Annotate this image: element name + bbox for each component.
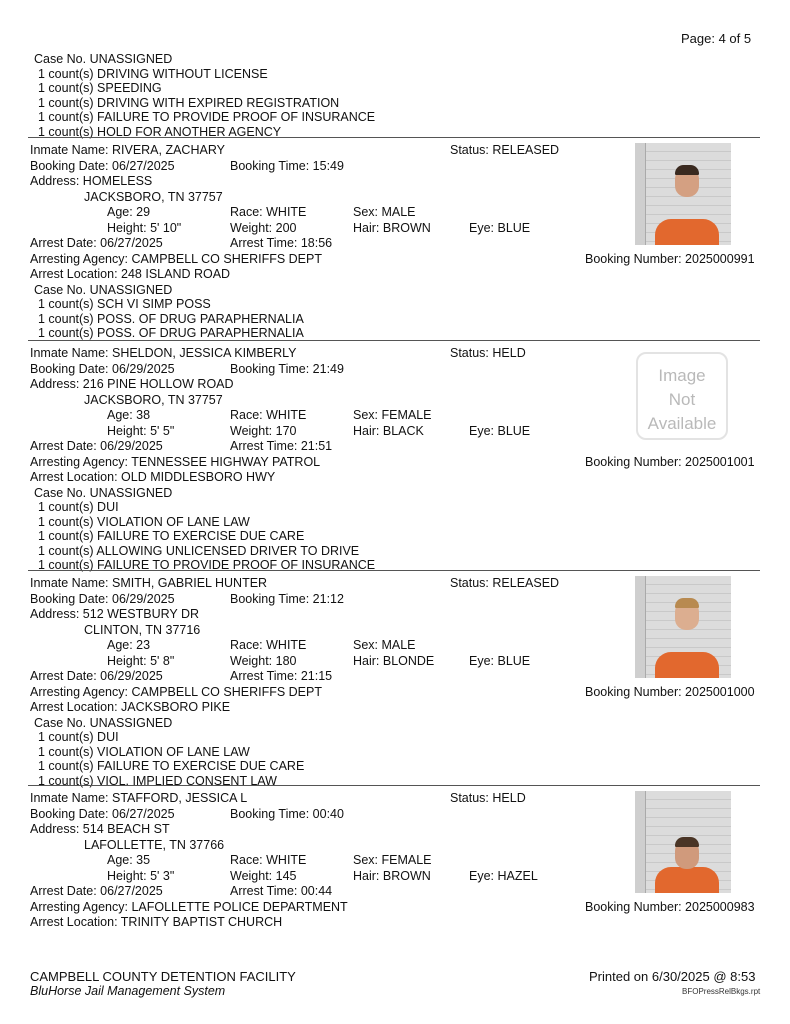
address-city: LAFOLLETTE, TN 37766 <box>84 837 225 852</box>
footer-left <box>30 969 296 999</box>
sex: Sex: FEMALE <box>353 408 432 422</box>
height-chart-ruler <box>635 143 646 245</box>
weight: Weight: 180 <box>230 653 297 668</box>
booking-date: Booking Date: 06/27/2025 <box>30 806 175 821</box>
person-hair <box>675 837 699 847</box>
charge-line: 1 count(s) FAILURE TO EXERCISE DUE CARE <box>38 759 305 773</box>
sex: Sex: MALE <box>353 205 416 219</box>
height-chart-ruler <box>635 576 646 678</box>
hair: Hair: BROWN <box>353 868 431 883</box>
person-hair <box>675 598 699 608</box>
charge-line: 1 count(s) POSS. OF DRUG PARAPHERNALIA <box>38 326 304 340</box>
weight: Weight: 170 <box>230 423 297 438</box>
arrest-date: Arrest Date: 06/29/2025 <box>30 439 163 453</box>
orange-jumpsuit <box>655 219 719 245</box>
booking-time: Booking Time: 21:49 <box>230 361 344 376</box>
no-image-text: Available <box>647 414 717 433</box>
orange-jumpsuit <box>655 652 719 678</box>
booking-number: Booking Number: 2025001000 <box>585 684 755 699</box>
address-line: Address: 216 PINE HOLLOW ROAD <box>30 377 234 391</box>
charge-line: 1 count(s) SPEEDING <box>38 81 162 95</box>
charge-line: 1 count(s) FAILURE TO EXERCISE DUE CARE <box>38 529 305 543</box>
inmate-name: Inmate Name: SHELDON, JESSICA KIMBERLY <box>30 346 297 360</box>
facility-name: CAMPBELL COUNTY DETENTION FACILITY <box>30 969 296 984</box>
arrest-location: Arrest Location: 248 ISLAND ROAD <box>30 267 231 281</box>
height: Height: 5' 3" <box>107 868 175 883</box>
weight: Weight: 200 <box>230 220 297 235</box>
charge-line: 1 count(s) FAILURE TO PROVIDE PROOF OF INSURANCE <box>38 110 376 124</box>
charge-line: 1 count(s) ALLOWING UNLICENSED DRIVER TO DRIVE <box>38 543 360 558</box>
arrest-time: Arrest Time: 21:51 <box>230 439 333 453</box>
height: Height: 5' 8" <box>107 653 175 668</box>
status: Status: HELD <box>450 791 526 805</box>
system-name: BluHorse Jail Management System <box>30 984 226 998</box>
booking-number: Booking Number: 2025000991 <box>585 251 755 266</box>
sex: Sex: FEMALE <box>353 853 432 867</box>
status: Status: RELEASED <box>450 143 560 157</box>
arrest-location: Arrest Location: TRINITY BAPTIST CHURCH <box>30 915 283 929</box>
case-number: Case No. UNASSIGNED <box>34 52 173 66</box>
hair: Hair: BLACK <box>353 423 424 438</box>
address-city: JACKSBORO, TN 37757 <box>84 189 223 204</box>
arrest-location: Arrest Location: OLD MIDDLESBORO HWY <box>30 470 276 484</box>
arrest-date: Arrest Date: 06/27/2025 <box>30 884 163 898</box>
hair: Hair: BROWN <box>353 220 431 235</box>
case-number: Case No. UNASSIGNED <box>34 715 173 730</box>
person-hair <box>675 165 699 175</box>
no-image-text: Not <box>668 390 696 409</box>
page-number: Page: 4 of 5 <box>681 31 752 46</box>
booking-date: Booking Date: 06/27/2025 <box>30 158 175 173</box>
no-image-text: Image <box>658 366 706 385</box>
race: Race: WHITE <box>230 853 307 867</box>
booking-time: Booking Time: 21:12 <box>230 591 344 606</box>
address-line: Address: 512 WESTBURY DR <box>30 607 200 621</box>
case-number: Case No. UNASSIGNED <box>34 282 173 297</box>
race: Race: WHITE <box>230 205 307 219</box>
orange-jumpsuit <box>655 867 719 893</box>
charge-line: 1 count(s) VIOL. IMPLIED CONSENT LAW <box>38 773 277 788</box>
arrest-time: Arrest Time: 21:15 <box>230 669 333 683</box>
mugshot-photo <box>635 791 731 893</box>
inmate-name: Inmate Name: SMITH, GABRIEL HUNTER <box>30 576 268 590</box>
inmate-name: Inmate Name: RIVERA, ZACHARY <box>30 143 225 157</box>
arrest-date: Arrest Date: 06/29/2025 <box>30 669 163 683</box>
address-city: JACKSBORO, TN 37757 <box>84 392 223 407</box>
continued-case-block <box>34 52 375 139</box>
age: Age: 29 <box>107 205 151 219</box>
mugshot-photo <box>635 143 731 245</box>
age: Age: 35 <box>107 853 151 867</box>
height: Height: 5' 10" <box>107 220 182 235</box>
arrest-time: Arrest Time: 00:44 <box>230 884 333 898</box>
arresting-agency: Arresting Agency: LAFOLLETTE POLICE DEPARTMENT <box>30 899 348 914</box>
charge-line: 1 count(s) HOLD FOR ANOTHER AGENCY <box>38 124 282 139</box>
inmate-name: Inmate Name: STAFFORD, JESSICA L <box>30 791 248 805</box>
charge-line: 1 count(s) POSS. OF DRUG PARAPHERNALIA <box>38 311 304 326</box>
race: Race: WHITE <box>230 408 307 422</box>
record-divider <box>28 340 760 341</box>
charge-line: 1 count(s) FAILURE TO PROVIDE PROOF OF INSURANCE <box>38 558 376 572</box>
eye: Eye: BLUE <box>469 423 531 438</box>
booking-time: Booking Time: 15:49 <box>230 158 344 173</box>
charge-line: 1 count(s) DUI <box>38 500 119 514</box>
charge-line: 1 count(s) VIOLATION OF LANE LAW <box>38 744 250 759</box>
arresting-agency: Arresting Agency: CAMPBELL CO SHERIFFS DEPT <box>30 684 322 699</box>
age: Age: 23 <box>107 638 151 652</box>
record-divider <box>28 785 760 786</box>
printed-on: Printed on 6/30/2025 @ 8:53 <box>589 969 756 984</box>
status: Status: HELD <box>450 346 526 360</box>
record-divider <box>28 570 760 571</box>
age: Age: 38 <box>107 408 151 422</box>
charge-line: 1 count(s) DRIVING WITHOUT LICENSE <box>38 66 268 81</box>
address-city: CLINTON, TN 37716 <box>84 622 201 637</box>
record-divider <box>28 137 760 138</box>
charge-line: 1 count(s) SCH VI SIMP POSS <box>38 297 211 311</box>
height-chart-ruler <box>635 791 646 893</box>
race: Race: WHITE <box>230 638 307 652</box>
weight: Weight: 145 <box>230 868 297 883</box>
booking-date: Booking Date: 06/29/2025 <box>30 361 175 376</box>
report-file-name: BFOPressRelBkgs.rpt <box>682 987 761 996</box>
sex: Sex: MALE <box>353 638 416 652</box>
hair: Hair: BLONDE <box>353 653 435 668</box>
arresting-agency: Arresting Agency: CAMPBELL CO SHERIFFS DEPT <box>30 251 322 266</box>
booking-time: Booking Time: 00:40 <box>230 806 344 821</box>
arrest-date: Arrest Date: 06/27/2025 <box>30 236 163 250</box>
arrest-location: Arrest Location: JACKSBORO PIKE <box>30 700 231 714</box>
mugshot-photo <box>635 576 731 678</box>
arresting-agency: Arresting Agency: TENNESSEE HIGHWAY PATROL <box>30 454 321 469</box>
booking-number: Booking Number: 2025001001 <box>585 454 755 469</box>
charge-line: 1 count(s) DRIVING WITH EXPIRED REGISTRATION <box>38 95 340 110</box>
case-number: Case No. UNASSIGNED <box>34 485 173 500</box>
status: Status: RELEASED <box>450 576 560 590</box>
address-line: Address: HOMELESS <box>30 174 153 188</box>
address-line: Address: 514 BEACH ST <box>30 822 170 836</box>
eye: Eye: HAZEL <box>469 868 538 883</box>
charge-line: 1 count(s) VIOLATION OF LANE LAW <box>38 514 250 529</box>
booking-date: Booking Date: 06/29/2025 <box>30 591 175 606</box>
booking-number: Booking Number: 2025000983 <box>585 899 755 914</box>
charge-line: 1 count(s) DUI <box>38 730 119 744</box>
eye: Eye: BLUE <box>469 653 531 668</box>
arrest-time: Arrest Time: 18:56 <box>230 236 333 250</box>
height: Height: 5' 5" <box>107 423 175 438</box>
eye: Eye: BLUE <box>469 220 531 235</box>
image-not-available-placeholder <box>636 352 728 440</box>
